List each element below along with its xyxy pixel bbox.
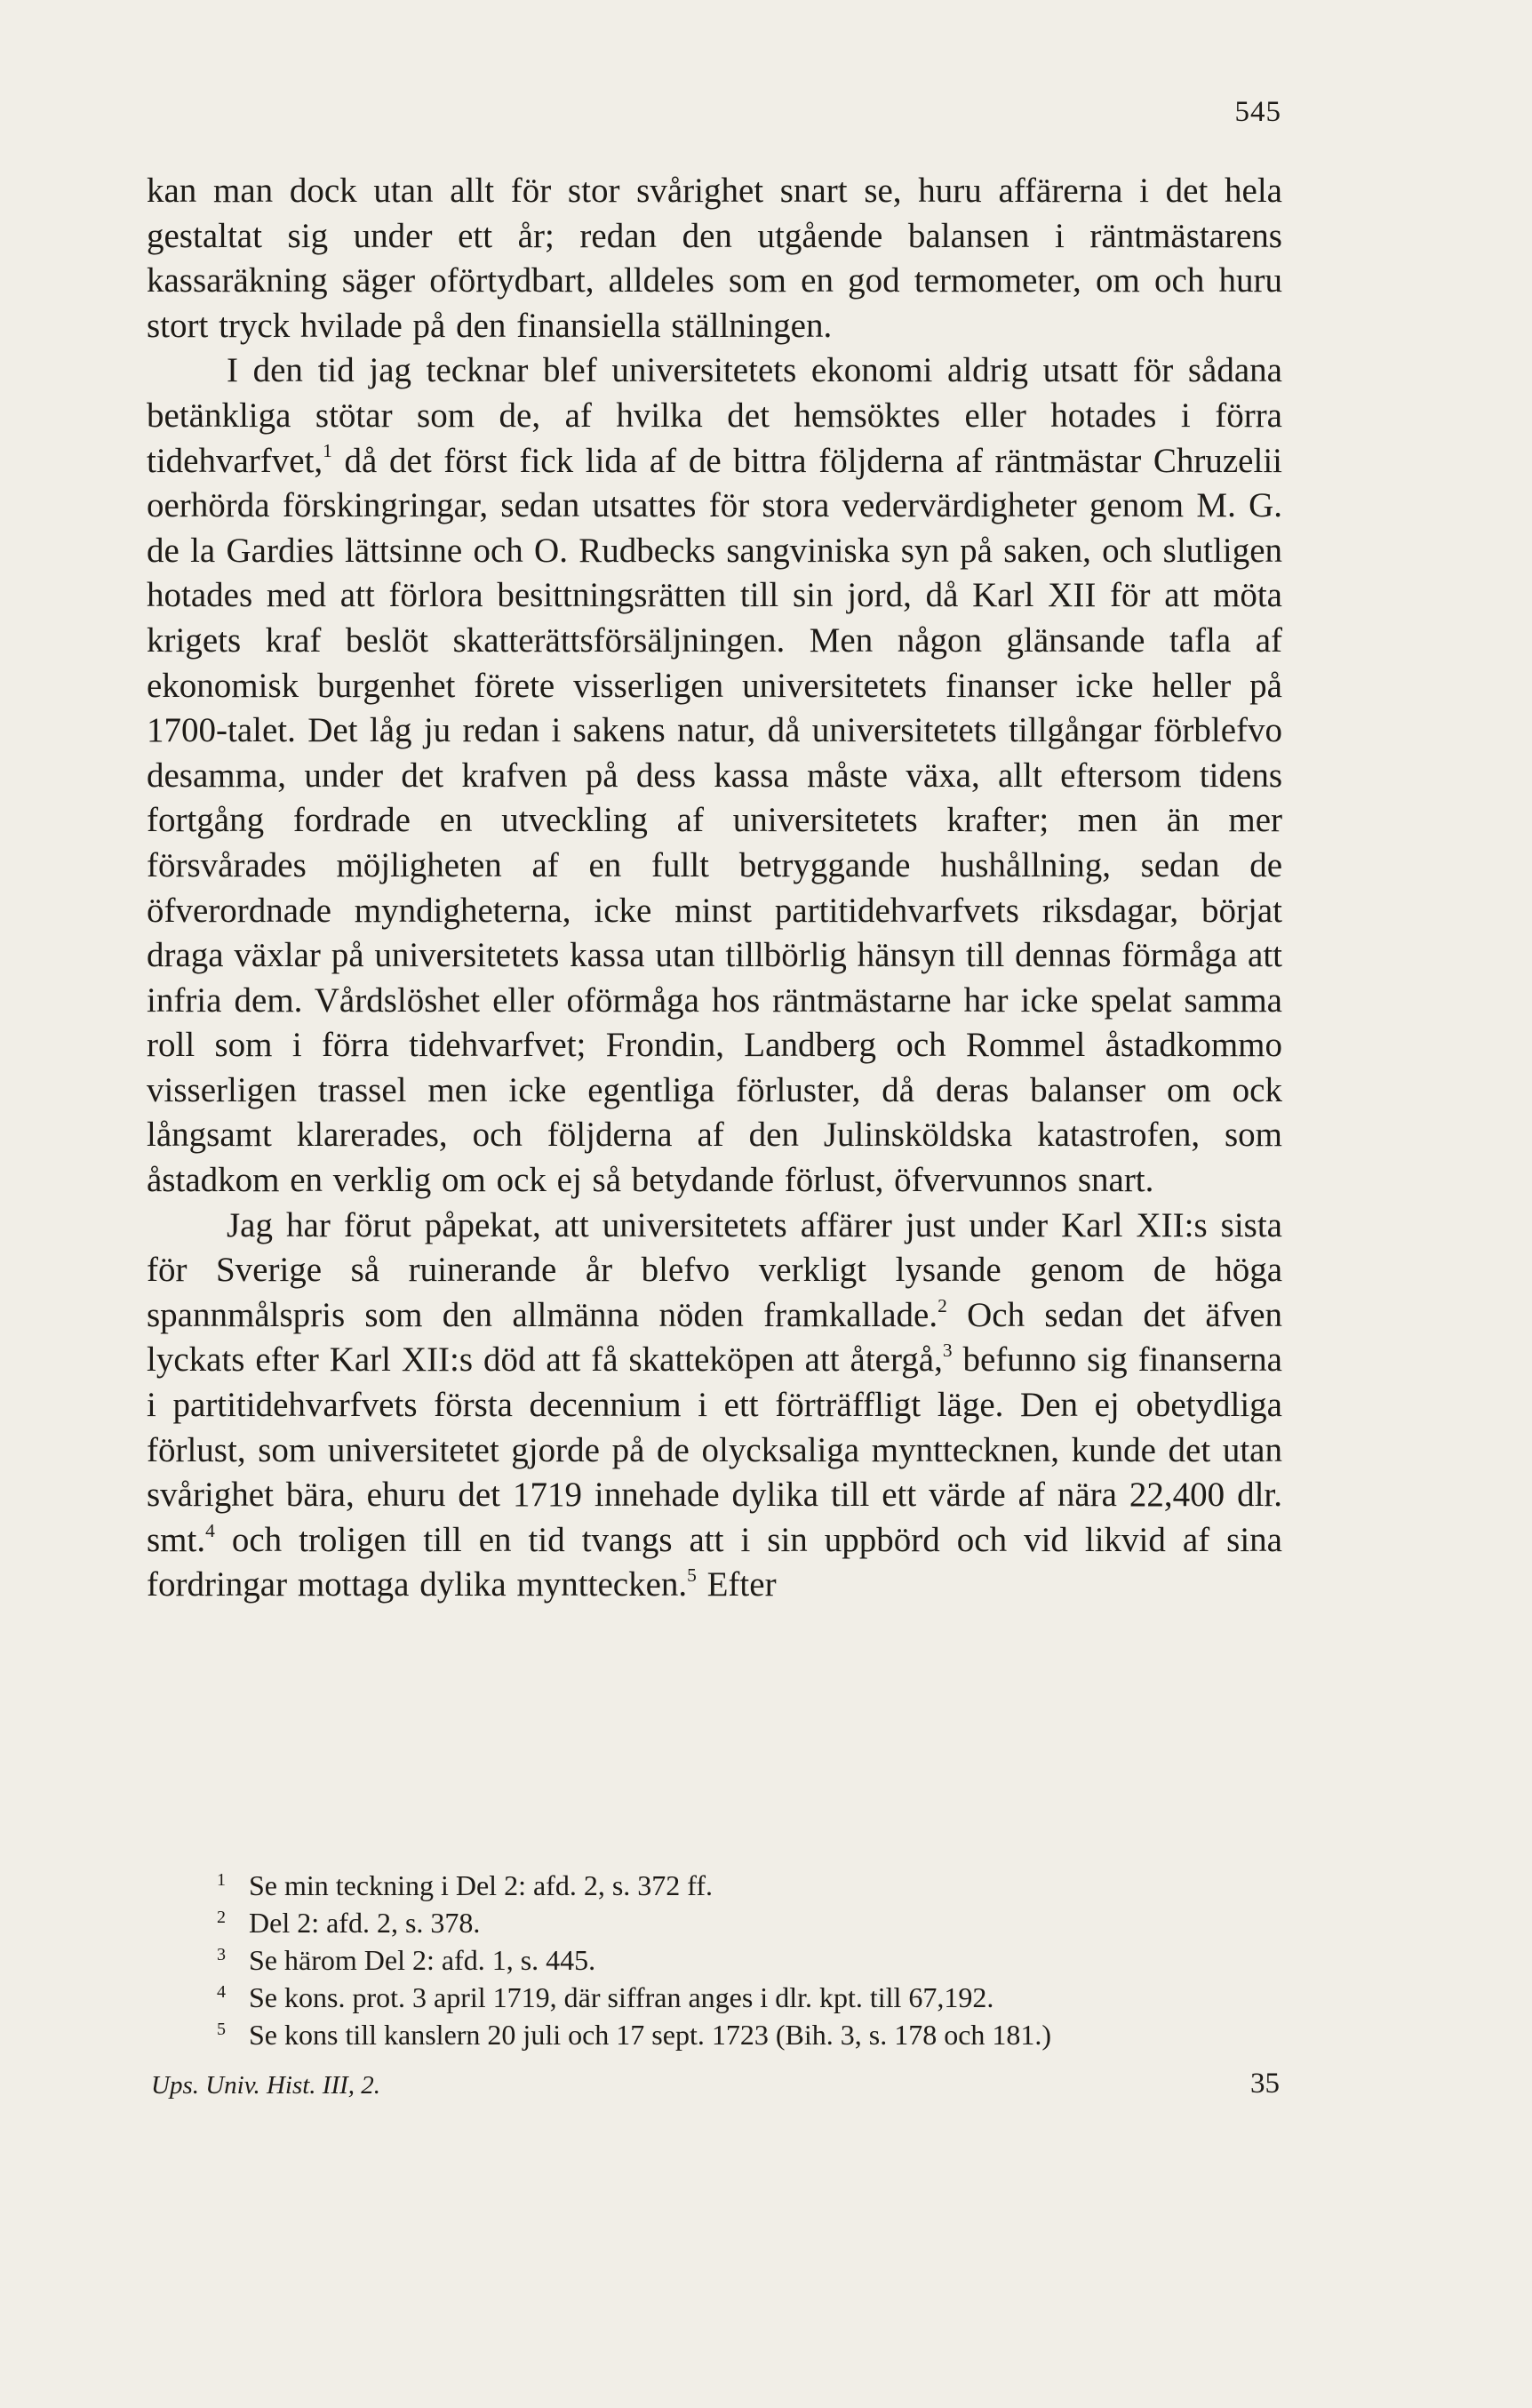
signature-mark: Ups. Univ. Hist. III, 2. <box>151 2071 381 2100</box>
footnotes <box>204 1867 1289 2053</box>
paragraph-text: I den tid jag tecknar blef universitetets ekonomi aldrig utsatt för sådana betänkliga stötar som de, af hvilka det hemsöktes eller hotades i förra tidehvarfvet, <box>147 351 1282 480</box>
footnote-reference: 1 <box>323 440 332 462</box>
body-text <box>147 169 1282 1608</box>
footnote <box>204 1904 1289 1941</box>
footnote-number: 5 <box>217 2020 226 2039</box>
footnote-number: 1 <box>217 1870 226 1890</box>
footnote <box>204 1979 1289 2016</box>
footnote-text: Se min teckning i Del 2: afd. 2, s. 372 ff. <box>249 1869 713 1901</box>
footnote-text: Se kons. prot. 3 april 1719, där siffran anges i dlr. kpt. till 67,192. <box>249 1981 994 2013</box>
footnote-reference: 3 <box>942 1340 953 1362</box>
footnote-number: 4 <box>217 1982 226 2002</box>
footnote <box>204 1941 1289 1979</box>
paragraph-text: befunno sig finanserna i partitidehvarfvets första decennium i ett förträffligt läge. Den ej obetydliga förlust, som universitetet gjorde på de olycksaliga mynttecknen, kunde det utan svårighet bära, ehuru det 1719 innehade dylika till ett värde af nära 22,400 dlr. smt. <box>147 1340 1282 1559</box>
footnote-reference: 4 <box>205 1519 215 1541</box>
footnote-reference: 2 <box>938 1294 947 1316</box>
footnote-number: 2 <box>217 1908 226 1927</box>
page-number: 545 <box>1234 96 1281 128</box>
paragraph-text: Efter <box>696 1565 777 1604</box>
footnote-text: Se kons till kanslern 20 juli och 17 sept. 1723 (Bih. 3, s. 178 och 181.) <box>249 2019 1052 2051</box>
paragraph-text: Och sedan det äfven lyckats efter Karl XII:s död att få skatteköpen att återgå, <box>147 1295 1283 1380</box>
footnote <box>204 1867 1289 1904</box>
paragraph-text: Jag har förut påpekat, att universitetets affärer just under Karl XII:s sista för Sverige så ruinerande år blefvo verkligt lysande genom de höga spannmålspris som den allmänna nöden framkallade. <box>147 1205 1282 1334</box>
footnote-number: 3 <box>217 1945 226 1964</box>
paragraph <box>147 169 1282 348</box>
paragraph <box>147 1204 1282 1608</box>
paragraph-text: och troligen till en tid tvangs att i sin uppbörd och vid likvid af sina fordringar mottaga dylika mynttecken. <box>147 1520 1282 1604</box>
footnote-reference: 5 <box>687 1564 697 1587</box>
paragraph <box>147 348 1282 1203</box>
sheet-number: 35 <box>1250 2068 1280 2100</box>
footnote-text: Del 2: afd. 2, s. 378. <box>249 1907 481 1939</box>
paragraph-text: kan man dock utan allt för stor svårighet snart se, huru affärerna i det hela gestaltat sig under ett år; redan den utgående balansen i räntmästarens kassaräkning säger oförtydbart, alldeles som en god termometer, om och huru stort tryck hvilade på den finansiella ställningen. <box>147 172 1282 345</box>
footnote-text: Se härom Del 2: afd. 1, s. 445. <box>249 1944 596 1976</box>
footnote <box>204 2016 1289 2053</box>
paragraph-text: då det först fick lida af de bittra följderna af räntmästar Chruzelii oerhörda förskingringar, sedan utsattes för stora vedervärdigheter genom M. G. de la Gardies lättsinne och O. Rudbecks sangviniska syn på saken, och slutligen hotades med att förlora besittningsrätten till sin jord, då Karl XII för att möta krigets kraf beslöt skatterättsförsäljningen. Men någon glänsande tafla af ekonomisk burgenhet förete visserligen universitetets finanser icke heller på 1700-talet. Det låg ju redan i sakens natur, då universitetets tillgångar förblefvo desamma, under det krafven på dess kassa måste växa, allt eftersom tidens fortgång fordrade en utveckling af universitetets krafter; men än mer försvårades möjligheten af en fullt betryggande hushållning, sedan de öfverordnade myndigheterna, icke minst partitidehvarfvets riksdagar, börjat draga växlar på universitetets kassa utan tillbörlig hänsyn till dennas förmåga att infria dem. Vårdslöshet eller oförmåga hos räntmästarne har icke spelat samma roll som i förra tidehvarfvet; Frondin, Landberg och Rommel åstadkommo visserligen trassel men icke egentliga förluster, då deras balanser om ock långsamt klarerades, och följderna af den Julinsköldska katastrofen, som åstadkom en verklig om ock ej så betydande förlust, öfvervunnos snart. <box>147 441 1282 1200</box>
